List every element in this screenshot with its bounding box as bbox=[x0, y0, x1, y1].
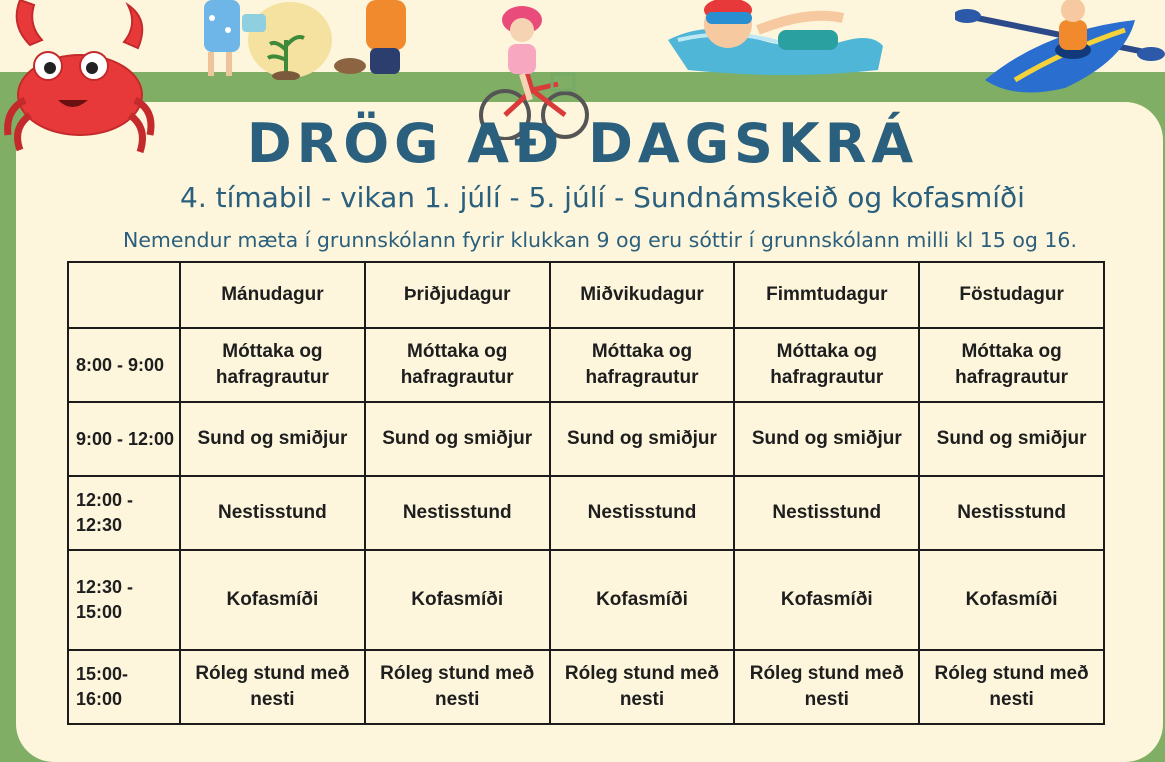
activity-cell: Róleg stund með nesti bbox=[365, 650, 550, 724]
day-header: Föstudagur bbox=[919, 262, 1104, 328]
time-cell: 12:30 - 15:00 bbox=[68, 550, 180, 650]
activity-cell: Nestisstund bbox=[734, 476, 919, 550]
activity-cell: Sund og smiðjur bbox=[365, 402, 550, 476]
page-title: DRÖG AÐ DAGSKRÁ bbox=[246, 112, 919, 175]
table-row bbox=[68, 402, 1104, 476]
activity-cell: Móttaka og hafragrautur bbox=[365, 328, 550, 402]
day-header: Miðvikudagur bbox=[550, 262, 735, 328]
time-cell: 9:00 - 12:00 bbox=[68, 402, 180, 476]
activity-cell: Móttaka og hafragrautur bbox=[550, 328, 735, 402]
activity-cell: Sund og smiðjur bbox=[919, 402, 1104, 476]
table-row bbox=[68, 328, 1104, 402]
activity-cell: Nestisstund bbox=[365, 476, 550, 550]
activity-cell: Sund og smiðjur bbox=[550, 402, 735, 476]
activity-cell: Kofasmíði bbox=[180, 550, 365, 650]
activity-cell: Nestisstund bbox=[550, 476, 735, 550]
table-row bbox=[68, 650, 1104, 724]
activity-cell: Róleg stund með nesti bbox=[180, 650, 365, 724]
activity-cell: Róleg stund með nesti bbox=[919, 650, 1104, 724]
gardening-kids-illustration bbox=[190, 0, 430, 80]
activity-cell: Nestisstund bbox=[919, 476, 1104, 550]
kayaker-illustration bbox=[955, 0, 1165, 100]
activity-cell: Móttaka og hafragrautur bbox=[180, 328, 365, 402]
activity-cell: Móttaka og hafragrautur bbox=[919, 328, 1104, 402]
day-header: Mánudagur bbox=[180, 262, 365, 328]
corner-cell bbox=[68, 262, 180, 328]
table-row bbox=[68, 550, 1104, 650]
schedule-table bbox=[67, 261, 1105, 725]
day-header: Þriðjudagur bbox=[365, 262, 550, 328]
activity-cell: Róleg stund með nesti bbox=[734, 650, 919, 724]
day-header: Fimmtudagur bbox=[734, 262, 919, 328]
activity-cell: Kofasmíði bbox=[365, 550, 550, 650]
attendance-note: Nemendur mæta í grunnskólann fyrir klukkan 9 og eru sóttir í grunnskólann milli kl 15 og 16. bbox=[122, 228, 1077, 252]
activity-cell: Róleg stund með nesti bbox=[550, 650, 735, 724]
table-row bbox=[68, 476, 1104, 550]
page-subtitle: 4. tímabil - vikan 1. júlí - 5. júlí - Sundnámskeið og kofasmíði bbox=[180, 181, 1025, 214]
time-cell: 15:00- 16:00 bbox=[68, 650, 180, 724]
activity-cell: Sund og smiðjur bbox=[180, 402, 365, 476]
activity-cell: Nestisstund bbox=[180, 476, 365, 550]
swimmer-illustration bbox=[668, 0, 888, 80]
time-cell: 12:00 - 12:30 bbox=[68, 476, 180, 550]
activity-cell: Kofasmíði bbox=[734, 550, 919, 650]
activity-cell: Kofasmíði bbox=[550, 550, 735, 650]
activity-cell: Kofasmíði bbox=[919, 550, 1104, 650]
table-header-row bbox=[68, 262, 1104, 328]
activity-cell: Sund og smiðjur bbox=[734, 402, 919, 476]
activity-cell: Móttaka og hafragrautur bbox=[734, 328, 919, 402]
time-cell: 8:00 - 9:00 bbox=[68, 328, 180, 402]
